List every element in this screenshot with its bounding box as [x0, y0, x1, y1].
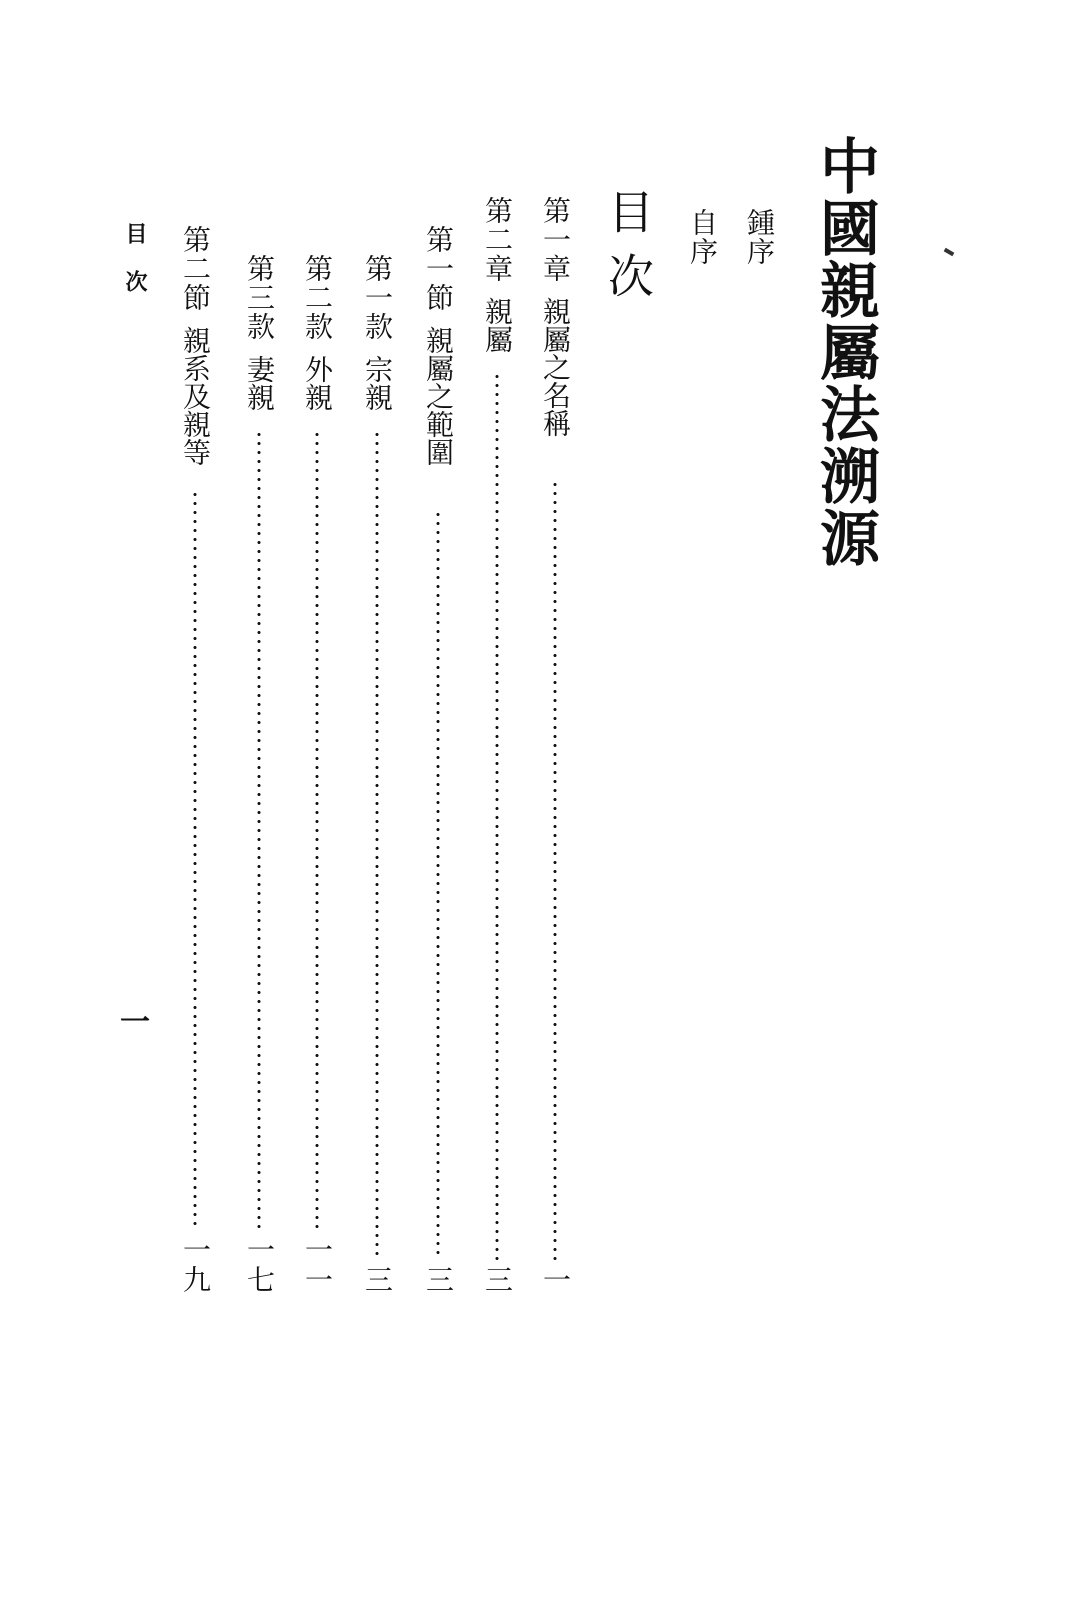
dot-leader	[375, 430, 379, 1260]
page-number: 一一	[301, 1235, 334, 1295]
toc-entry-zhongxu	[743, 208, 776, 266]
page-number: 三	[361, 1265, 394, 1295]
entry-title: 宗親	[361, 355, 394, 411]
dot-leader	[257, 430, 261, 1230]
dot-leader	[436, 510, 440, 1260]
toc-entry-art2	[301, 254, 334, 411]
entry-label: 第二節	[179, 225, 212, 312]
entry-title: 親屬	[481, 297, 514, 353]
ink-speck	[944, 248, 955, 256]
page-number: 一七	[243, 1235, 276, 1295]
running-head: 目次	[122, 222, 148, 318]
page-number: 三	[481, 1265, 514, 1295]
toc-entry-ch1	[539, 196, 572, 437]
dot-leader	[495, 372, 499, 1260]
toc-entry-art1	[361, 254, 394, 411]
toc-entry-sec1	[422, 225, 455, 466]
toc-entry-ch2	[481, 196, 514, 353]
dot-leader	[553, 480, 557, 1260]
entry-label: 第一節	[422, 225, 455, 312]
entry-label: 鍾序	[743, 208, 776, 266]
folio-page-number: 一	[120, 1005, 150, 1040]
toc-heading: 目次	[601, 188, 655, 316]
toc-entry-sec2	[179, 225, 212, 466]
entry-title: 外親	[301, 355, 334, 411]
entry-title: 親屬之範圍	[422, 326, 455, 466]
entry-label: 自序	[686, 208, 719, 266]
toc-entry-zixu	[686, 208, 719, 266]
book-title: 中國親屬法溯源	[810, 135, 880, 569]
toc-entry-art3	[243, 254, 276, 411]
page-number: 一	[539, 1265, 572, 1295]
entry-title: 親屬之名稱	[539, 297, 572, 437]
entry-label: 第一章	[539, 196, 572, 283]
entry-label: 第二章	[481, 196, 514, 283]
entry-label: 第一款	[361, 254, 394, 341]
page-number: 三	[422, 1265, 455, 1295]
entry-label: 第三款	[243, 254, 276, 341]
dot-leader	[315, 430, 319, 1230]
dot-leader	[193, 490, 197, 1230]
entry-label: 第二款	[301, 254, 334, 341]
entry-title: 親系及親等	[179, 326, 212, 466]
page-number: 一九	[179, 1235, 212, 1295]
entry-title: 妻親	[243, 355, 276, 411]
